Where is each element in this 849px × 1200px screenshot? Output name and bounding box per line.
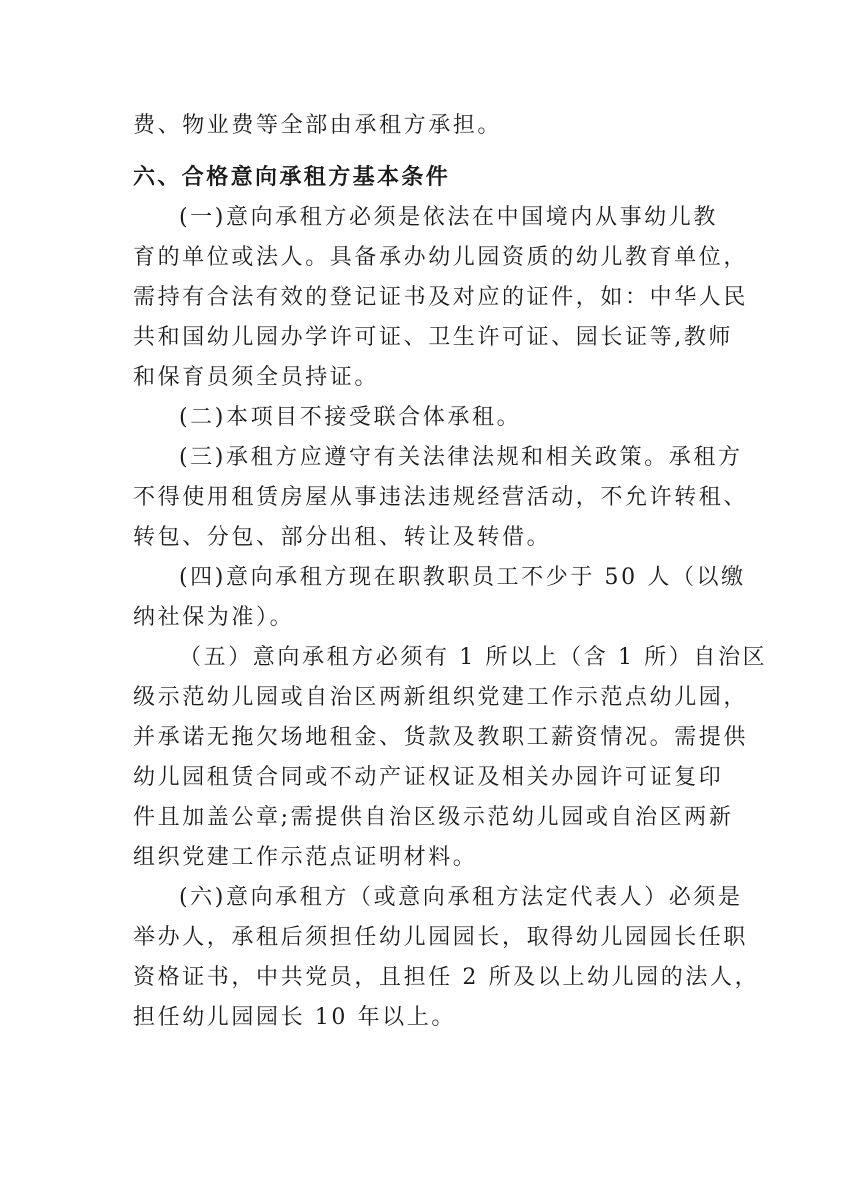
paragraph-line: 举办人，承租后须担任幼儿园园长，取得幼儿园园长任职 (133, 925, 749, 950)
paragraph-line: 件且加盖公章;需提供自治区级示范幼儿园或自治区两新 (133, 805, 734, 830)
paragraph-line: 级示范幼儿园或自治区两新组织党建工作示范点幼儿园， (133, 685, 749, 710)
paragraph-line: (二)本项目不接受联合体承租。 (179, 405, 522, 430)
paragraph-line: 费、物业费等全部由承租方承担。 (133, 113, 503, 138)
paragraph-line: 转包、分包、部分出租、转让及转借。 (133, 525, 552, 550)
continuation-paragraph (133, 106, 723, 146)
paragraph-line: 需持有合法有效的登记证书及对应的证件，如：中华人民 (133, 285, 749, 310)
paragraph-line: 育的单位或法人。具备承办幼儿园资质的幼儿教育单位， (133, 245, 749, 270)
section-heading: 六、合格意向承租方基本条件 (133, 165, 451, 190)
clause-3 (133, 438, 749, 558)
clause-6 (133, 878, 760, 1038)
paragraph-line: 资格证书，中共党员，且担任 2 所及以上幼儿园的法人， (133, 965, 760, 990)
clause-5 (133, 638, 768, 878)
clause-4 (133, 558, 746, 638)
paragraph-line: 共和国幼儿园办学许可证、卫生许可证、园长证等,教师 (133, 325, 733, 350)
paragraph-line: 纳社保为准）。 (133, 605, 295, 630)
paragraph-line: (一)意向承租方必须是依法在中国境内从事幼儿教 (179, 205, 718, 230)
paragraph-line: (三)承租方应遵守有关法律法规和相关政策。承租方 (179, 445, 743, 470)
paragraph-line: 并承诺无拖欠场地租金、货款及教职工薪资情况。需提供 (133, 725, 749, 750)
clause-1 (133, 198, 749, 398)
paragraph-line: 不得使用租赁房屋从事违法违规经营活动，不允许转租、 (133, 485, 749, 510)
paragraph-line: 担任幼儿园园长 10 年以上。 (133, 1005, 456, 1030)
paragraph-line: （五）意向承租方必须有 1 所以上（含 1 所）自治区 (179, 645, 768, 670)
paragraph-line: 和保育员须全员持证。 (133, 365, 380, 390)
clause-2 (133, 398, 723, 438)
paragraph-line: 组织党建工作示范点证明材料。 (133, 845, 478, 870)
paragraph-line: 幼儿园租赁合同或不动产证权证及相关办园许可证复印 (133, 765, 724, 790)
paragraph-line: (四)意向承租方现在职教职员工不少于 50 人（以缴 (179, 565, 746, 590)
paragraph-line: (六)意向承租方（或意向承租方法定代表人）必须是 (179, 885, 743, 910)
